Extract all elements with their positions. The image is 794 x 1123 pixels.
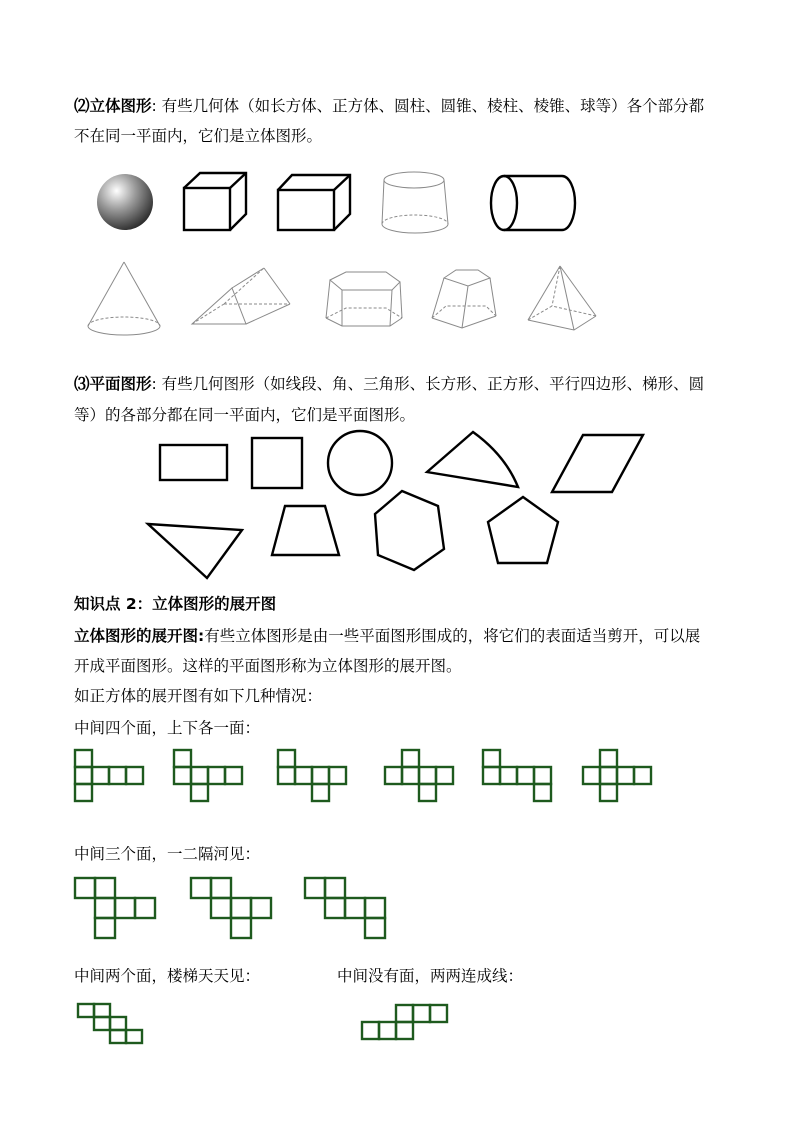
plane-text-1: : 有些几何图形（如线段、角、三角形、长方形、正方形、平行四边形、梯形、圆 [151, 375, 705, 393]
plane-text-2: 等）的各部分都在同一平面内，它们是平面图形。 [74, 406, 416, 424]
plane-heading: ⑶平面图形 [74, 375, 152, 393]
case4-label: 中间没有面，两两连成线： [337, 967, 524, 985]
case3-label: 中间两个面，楼梯天天见： [74, 967, 261, 985]
cube-nets-intro: 如正方体的展开图有如下几种情况： [74, 687, 323, 705]
definition-text-1: 有些立体图形是由一些平面图形围成的，将它们的表面适当剪开，可以展 [204, 627, 701, 645]
net-3-3 [362, 1005, 447, 1039]
solid-text-2: 不在同一平面内，它们是立体图形。 [74, 127, 323, 145]
net-2-2-2 [78, 1004, 142, 1043]
solid-text-1: : 有些几何体（如长方体、正方体、圆柱、圆锥、棱柱、棱锥、球等）各个部分都 [151, 97, 705, 115]
case2-label: 中间三个面，一二隔河见： [74, 845, 261, 863]
case1-label: 中间四个面，上下各一面： [74, 719, 261, 737]
definition-text-2: 开成平面图形。这样的平面图形称为立体图形的展开图。 [74, 657, 462, 675]
knowledge-title: 知识点 2：立体图形的展开图 [74, 595, 277, 613]
definition-term: 立体图形的展开图: [74, 627, 205, 645]
solid-heading: ⑵立体图形 [74, 97, 152, 115]
